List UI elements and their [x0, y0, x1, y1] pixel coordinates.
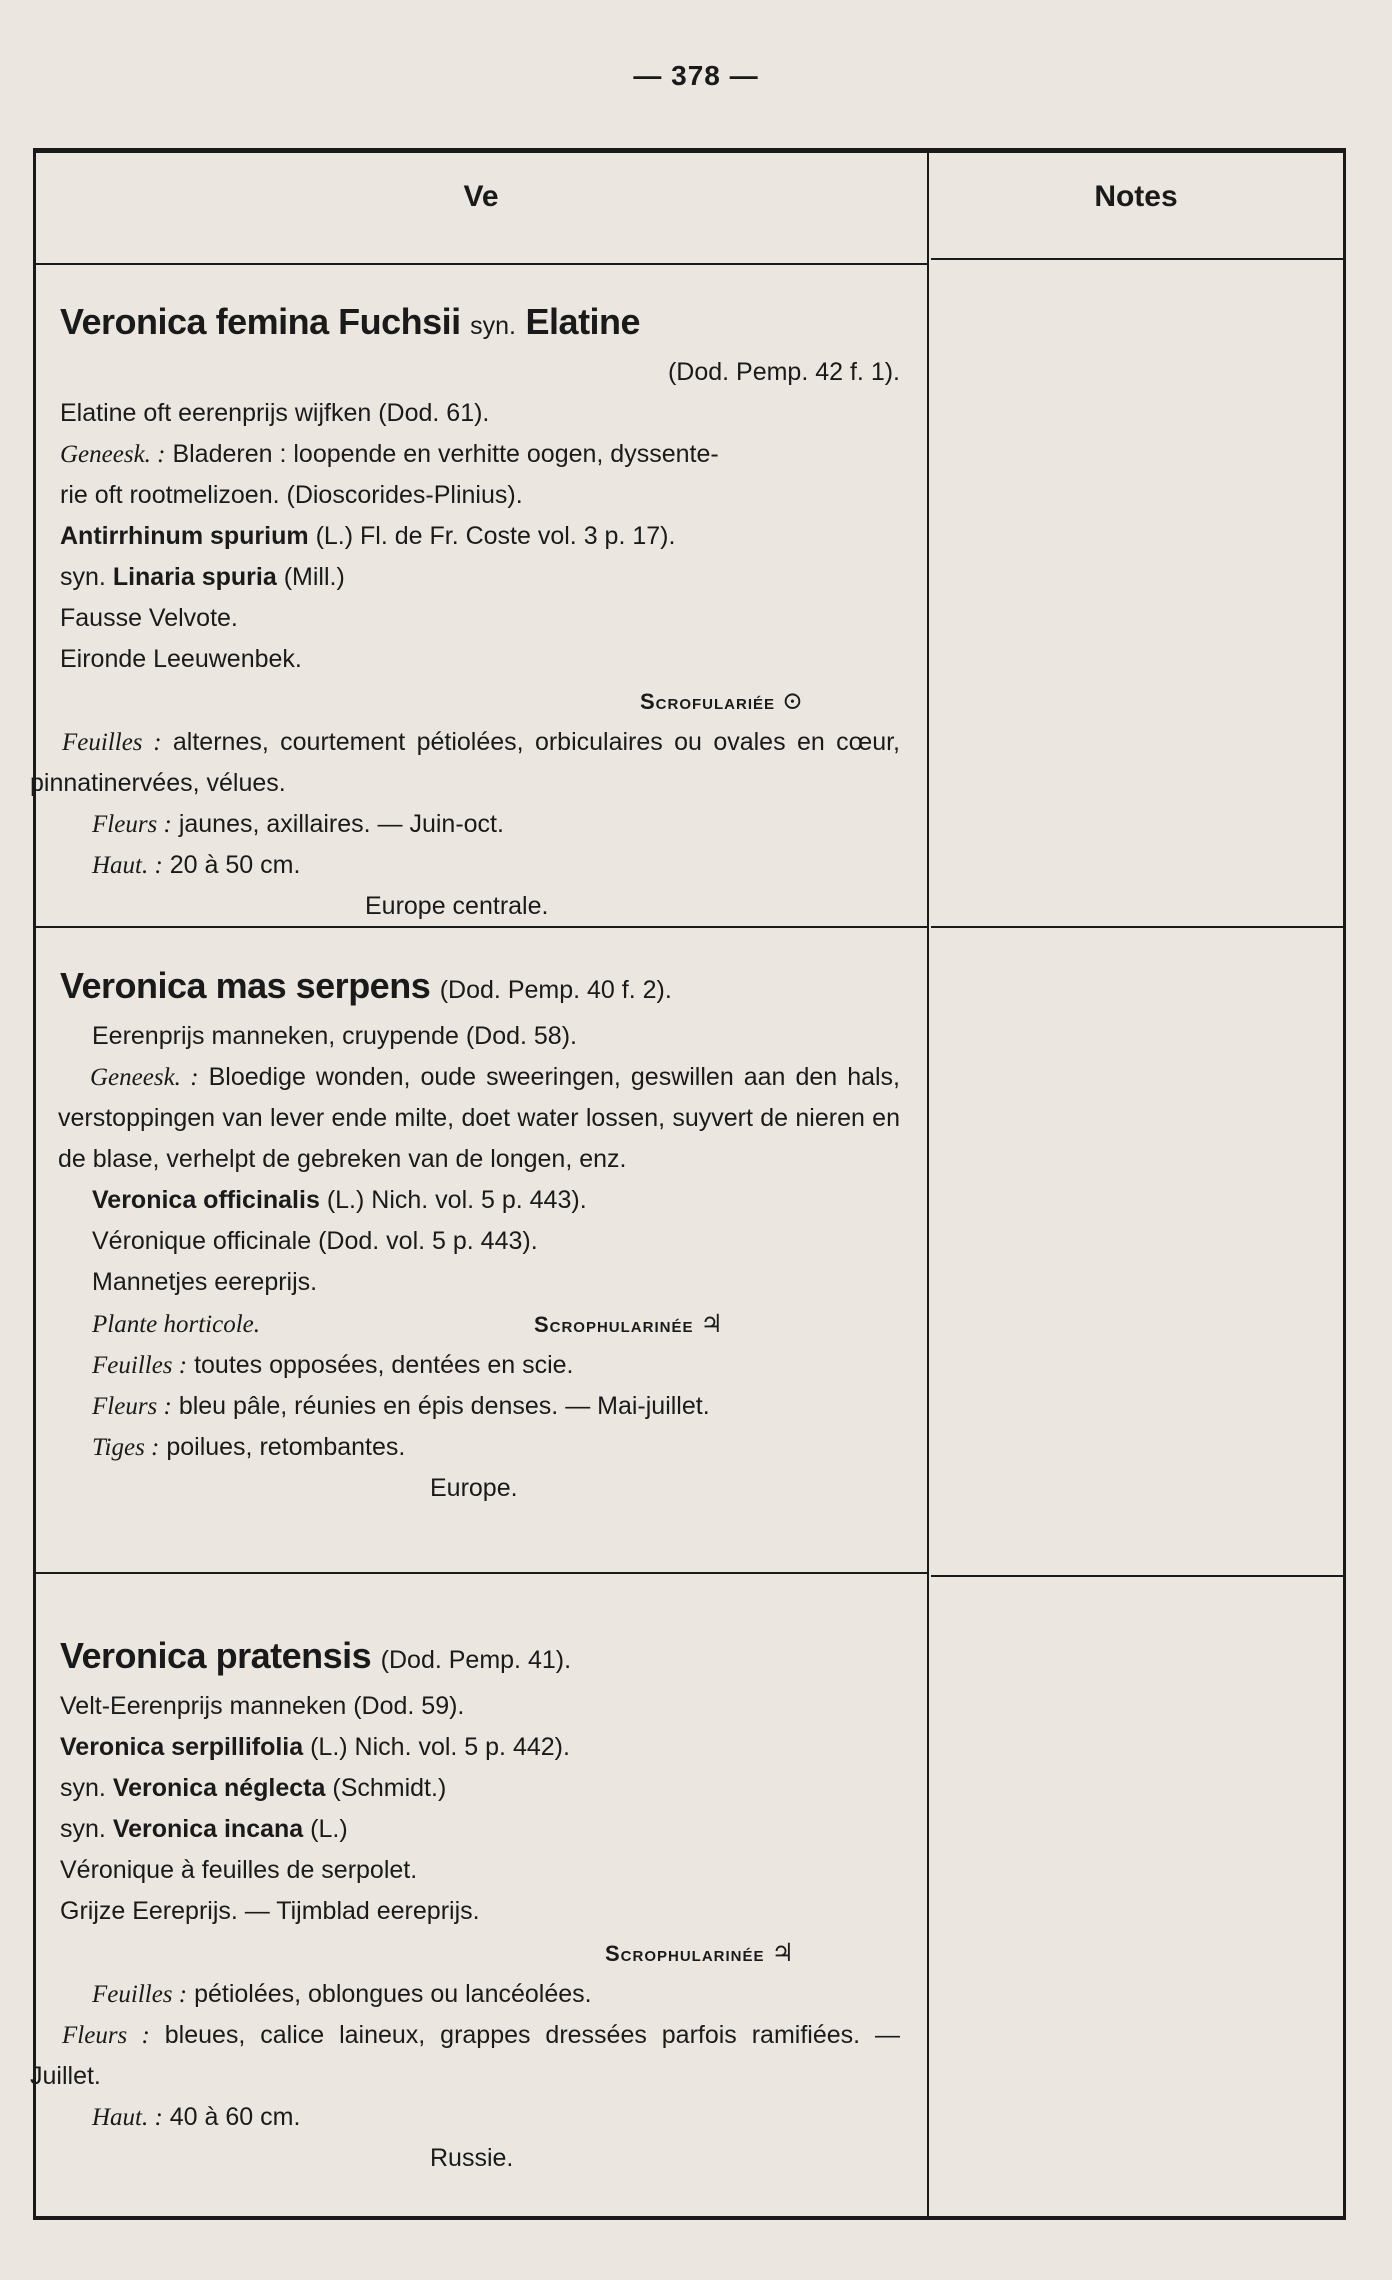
annual-symbol-icon: ⊙	[781, 686, 803, 715]
column-header-notes: Notes	[1094, 180, 1178, 213]
entry-divider-left	[36, 926, 927, 928]
synonym-line: Veronica officinalis (L.) Nich. vol. 5 p. 443).	[92, 1186, 587, 1214]
medicinal-use-cont: rie oft rootmelizoen. (Dioscorides-Plinius).	[60, 481, 523, 509]
height-description: Haut. : 40 à 60 cm.	[92, 2103, 301, 2131]
region: Europe.	[430, 1474, 518, 1502]
leaves-description: Feuilles : toutes opposées, dentées en scie.	[92, 1351, 574, 1379]
perennial-symbol-icon: ♃	[700, 1309, 723, 1338]
entry-divider-right	[931, 1575, 1343, 1577]
perennial-symbol-icon: ♃	[771, 1938, 794, 1967]
common-name: Eerenprijs manneken, cruypende (Dod. 58).	[92, 1022, 577, 1050]
column-header-left: Ve	[463, 180, 499, 213]
region: Europe centrale.	[365, 892, 549, 920]
french-name: Véronique à feuilles de serpolet.	[60, 1856, 418, 1884]
synonym-line: syn. Veronica incana (L.)	[60, 1815, 348, 1843]
dutch-name: Eironde Leeuwenbek.	[60, 645, 302, 673]
height-description: Haut. : 20 à 50 cm.	[92, 851, 301, 879]
entry-title: Veronica femina Fuchsii syn. Elatine	[60, 301, 641, 342]
family-label: Scrofulariée ⊙	[640, 686, 803, 715]
family-label: Scrophularinée ♃	[605, 1938, 794, 1967]
header-divider-left	[36, 263, 927, 265]
medicinal-use: Geneesk. : Bloedige wonden, oude sweeringen, geswillen aan den hals, verstoppingen van lever ende milte, doet water lossen, suyvert de nieren en de blase, verhelpt de gebreken van de longen, enz.	[58, 1063, 901, 1173]
column-divider	[927, 152, 929, 2216]
leaves-description: Feuilles : alternes, courtement pétiolées, orbiculaires ou ovales en cœur, pinnatinervées, vélues.	[30, 728, 901, 797]
common-name: Elatine oft eerenprijs wijfken (Dod. 61).	[60, 399, 490, 427]
flowers-description: Fleurs : bleu pâle, réunies en épis denses. — Mai-juillet.	[92, 1392, 710, 1420]
synonym-line: Antirrhinum spurium (L.) Fl. de Fr. Coste vol. 3 p. 17).	[60, 522, 676, 550]
leaves-description: Feuilles : pétiolées, oblongues ou lancéolées.	[92, 1980, 592, 2008]
synonym-line: syn. Linaria spuria (Mill.)	[60, 563, 345, 591]
dutch-name: Grijze Eereprijs. — Tijmblad eereprijs.	[60, 1897, 480, 1925]
entry-reference: (Dod. Pemp. 42 f. 1).	[667, 358, 900, 386]
plant-type-line: Plante horticole. Scrophularinée ♃	[92, 1309, 723, 1338]
flowers-description: Fleurs : bleues, calice laineux, grappes dressées parfois ramifiées. — Juillet.	[30, 2021, 900, 2090]
entry-title: Veronica pratensis (Dod. Pemp. 41).	[60, 1635, 572, 1676]
dutch-name: Mannetjes eereprijs.	[92, 1268, 318, 1296]
entry-veronica-pratensis	[30, 1630, 900, 2179]
synonym-line: Veronica serpillifolia (L.) Nich. vol. 5 p. 442).	[60, 1733, 570, 1761]
french-name: Véronique officinale (Dod. vol. 5 p. 443).	[92, 1227, 538, 1255]
entry-veronica-femina	[30, 296, 901, 927]
synonym-line: syn. Veronica néglecta (Schmidt.)	[60, 1774, 447, 1802]
french-name: Fausse Velvote.	[60, 604, 238, 632]
common-name: Velt-Eerenprijs manneken (Dod. 59).	[60, 1692, 465, 1720]
medicinal-use: Geneesk. : Bladeren : loopende en verhitte oogen, dyssente-	[60, 440, 719, 468]
entry-divider-right	[931, 926, 1343, 928]
entry-title: Veronica mas serpens (Dod. Pemp. 40 f. 2).	[60, 965, 672, 1006]
page-number: — 378 —	[633, 60, 759, 91]
header-divider-right	[931, 258, 1343, 260]
region: Russie.	[430, 2144, 514, 2172]
stems-description: Tiges : poilues, retombantes.	[92, 1433, 406, 1461]
entry-divider-left	[36, 1572, 927, 1574]
flowers-description: Fleurs : jaunes, axillaires. — Juin-oct.	[92, 810, 504, 838]
entry-veronica-mas-serpens	[60, 960, 900, 1509]
